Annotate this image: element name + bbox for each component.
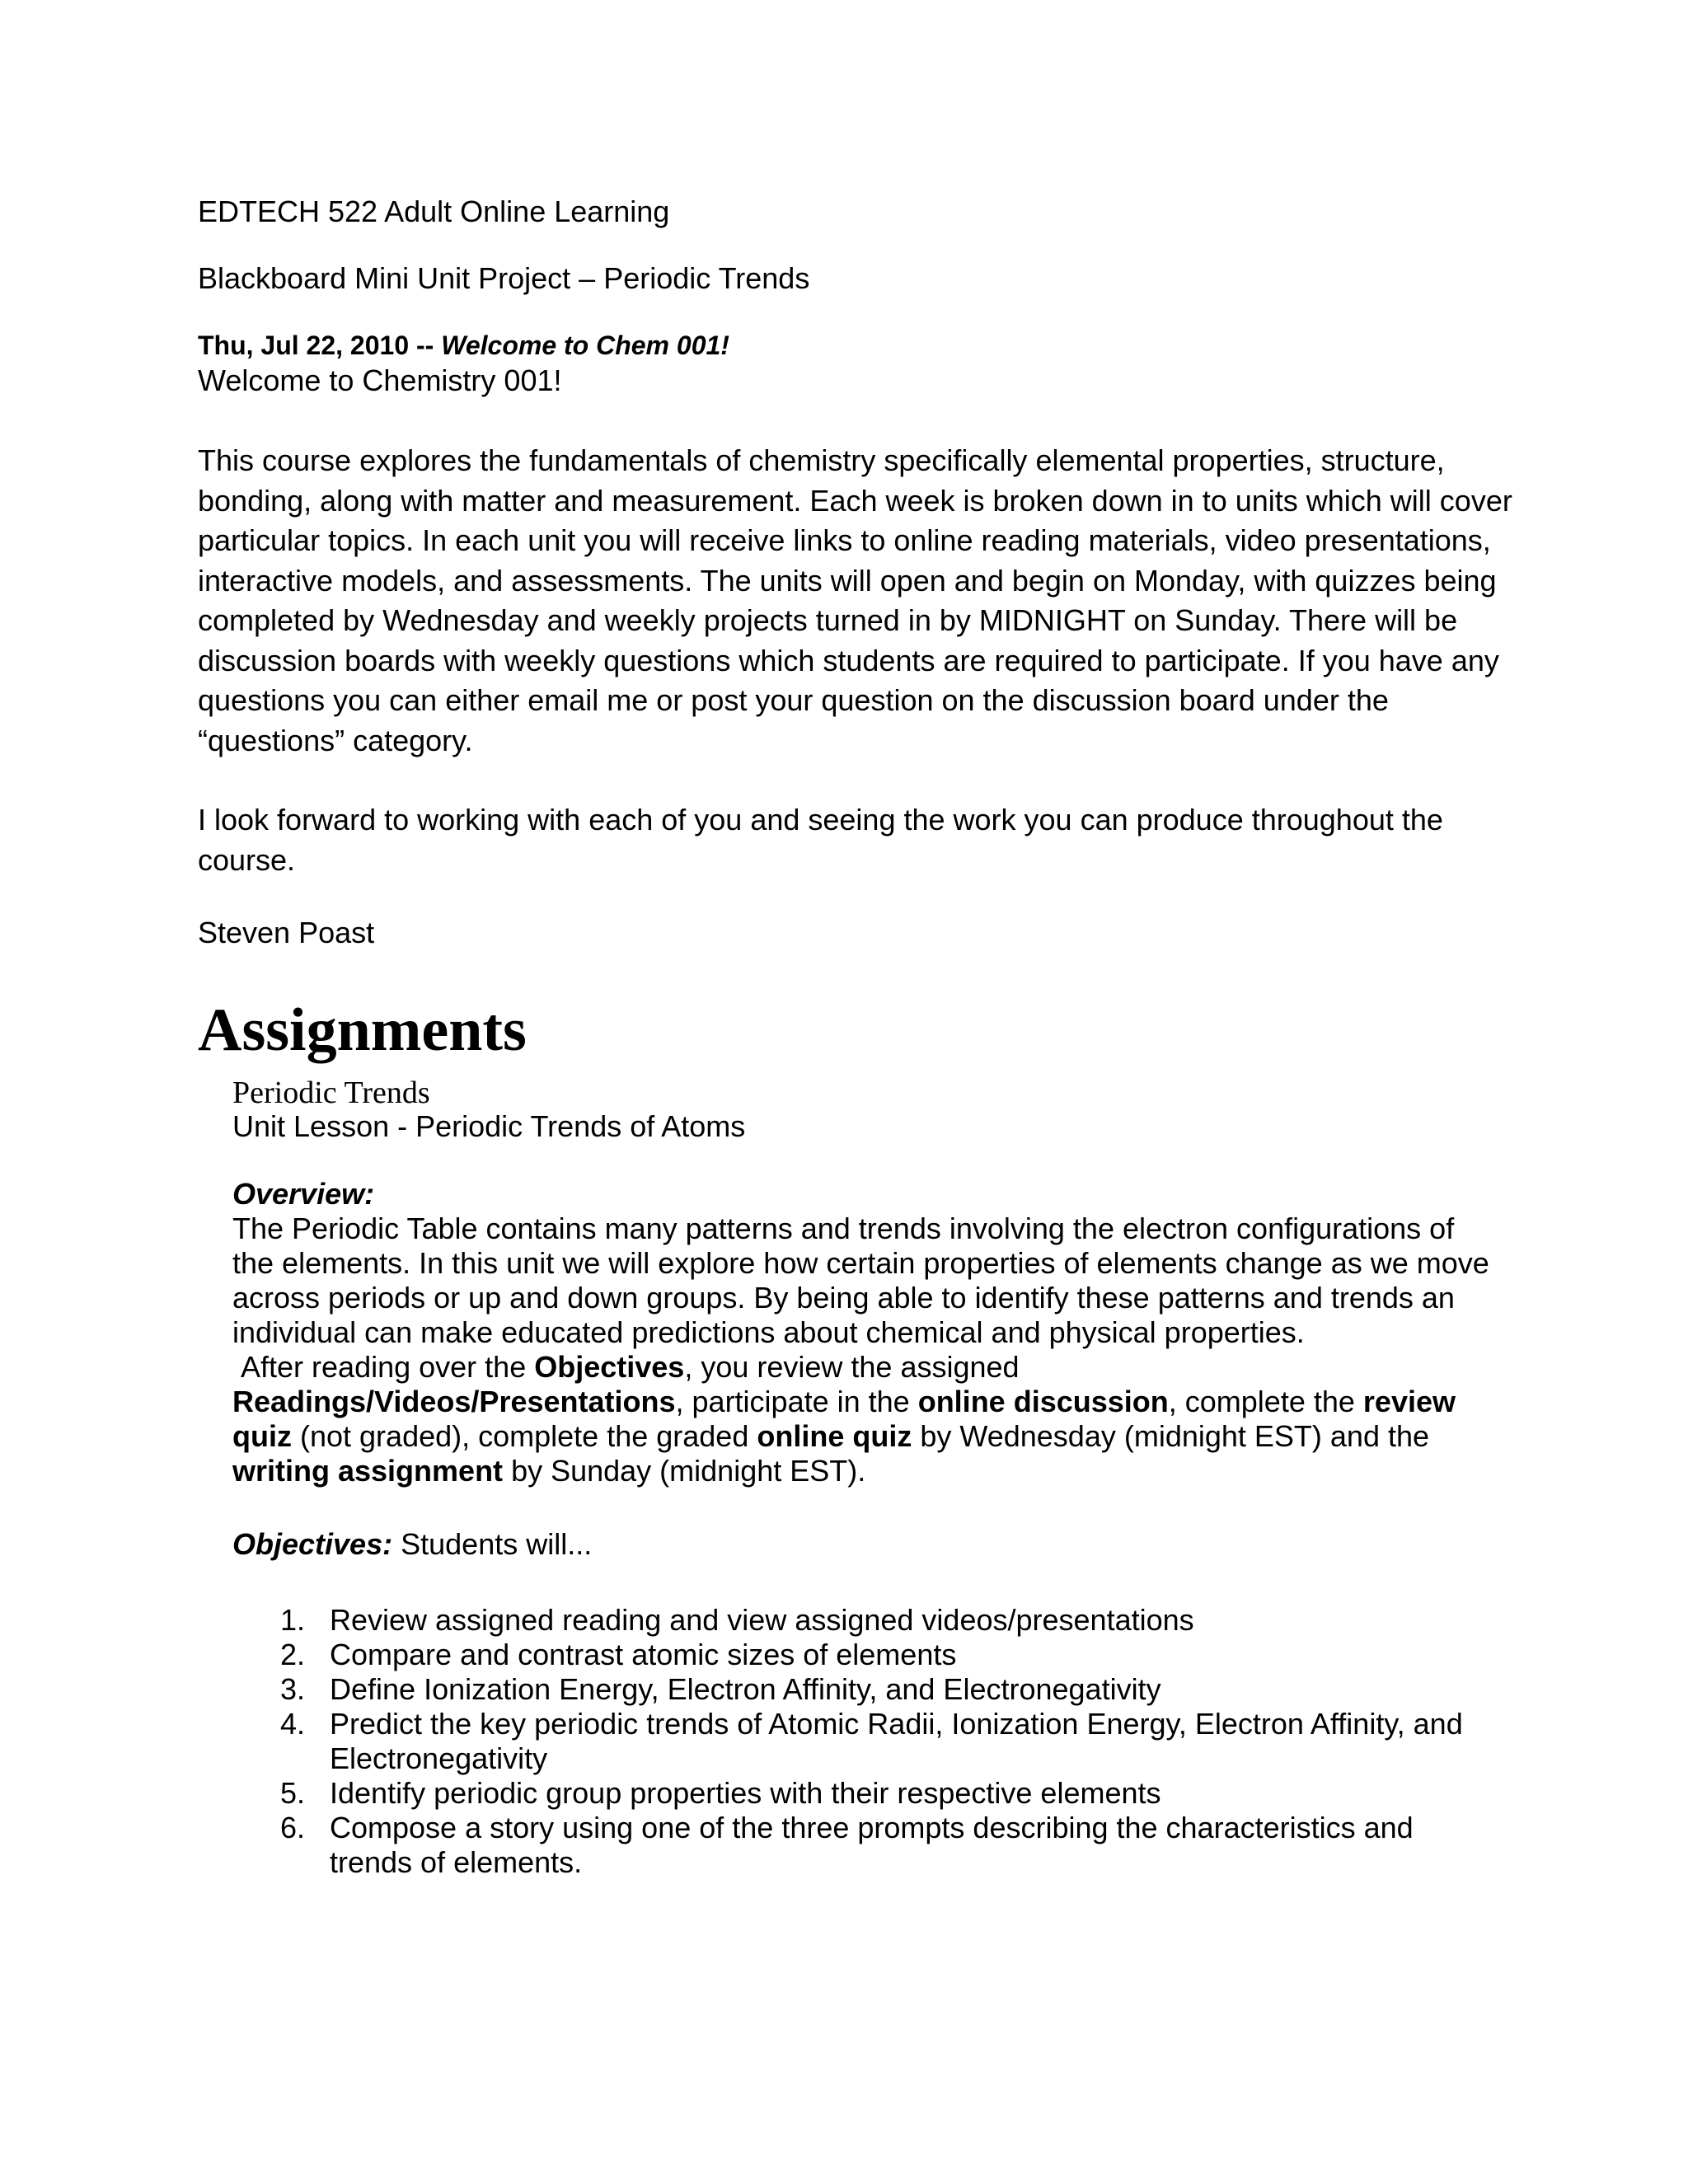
announcement-header [198, 326, 729, 365]
lesson-title: Unit Lesson - Periodic Trends of Atoms [232, 1109, 746, 1143]
objectives-intro: Students will... [401, 1527, 593, 1561]
assignments-heading: Assignments [198, 996, 527, 1064]
objective-item: 4. Predict the key periodic trends of Atomic Radii, Ionization Energy, Electron Affinity, and Electronegativity [280, 1707, 1463, 1775]
announcement-body: This course explores the fundamentals of chemistry specifically elemental properties, structure, bonding, along with matter and measurement. Each week is broken down in to units which will cover particular topics. In each unit you will receive links to online reading materials, video presentations, interactive models, and assessments. The units will open and begin on Monday, with quizzes being completed by Wednesday and weekly projects turned in by MIDNIGHT on Sunday. There will be discussion boards with weekly questions which students are required to participate. If you have any questions you can either email me or post your question on the discussion board under the “questions” category. [198, 443, 1512, 757]
objectives-keyword: Objectives [534, 1350, 685, 1384]
review-quiz-keyword: review quiz [232, 1385, 1456, 1453]
objective-item: 2. Compare and contrast atomic sizes of elements [280, 1638, 957, 1671]
discussion-keyword: online discussion [917, 1385, 1169, 1418]
unit-title: Periodic Trends [232, 1076, 430, 1110]
course-title: EDTECH 522 Adult Online Learning [198, 194, 670, 228]
objective-item: 5. Identify periodic group properties with their respective elements [280, 1776, 1161, 1810]
readings-keyword: Readings/Videos/Presentations [232, 1385, 676, 1418]
overview-text: The Periodic Table contains many patterns and trends involving the electron configurations of the elements. In this unit we will explore how certain properties of elements change as we move across periods or up and down groups. By being able to identify these patterns and trends an individual can make educated predictions about chemical and physical properties. After reading over the Objectives, you review the assigned Readings/Videos/Presentations, participate in the online discussion, complete the review quiz (not graded), complete the graded online quiz by Wednesday (midnight EST) and the writing assignment by Sunday (midnight EST). [232, 1212, 1489, 1488]
writing-assignment-keyword: writing assignment [232, 1454, 504, 1488]
objectives-label: Objectives: [232, 1527, 393, 1561]
announcement-greeting: Welcome to Chemistry 001! [198, 363, 562, 397]
objectives-header [232, 1527, 592, 1562]
announcement-date: Thu, Jul 22, 2010 -- [198, 330, 434, 360]
objective-item: 1. Review assigned reading and view assigned videos/presentations [280, 1603, 1194, 1637]
announcement-signature: Steven Poast [198, 916, 375, 949]
project-title: Blackboard Mini Unit Project – Periodic Trends [198, 261, 810, 295]
overview-label: Overview: [232, 1177, 375, 1211]
objectives-list [232, 1603, 1502, 1880]
objective-item: 6. Compose a story using one of the three prompts describing the characteristics and trends of elements. [280, 1811, 1414, 1879]
announcement-closing: I look forward to working with each of you and seeing the work you can produce throughout the course. [198, 803, 1443, 877]
objective-item: 3. Define Ionization Energy, Electron Affinity, and Electronegativity [280, 1672, 1161, 1706]
announcement-subject: Welcome to Chem 001! [441, 330, 729, 360]
online-quiz-keyword: online quiz [757, 1419, 912, 1453]
